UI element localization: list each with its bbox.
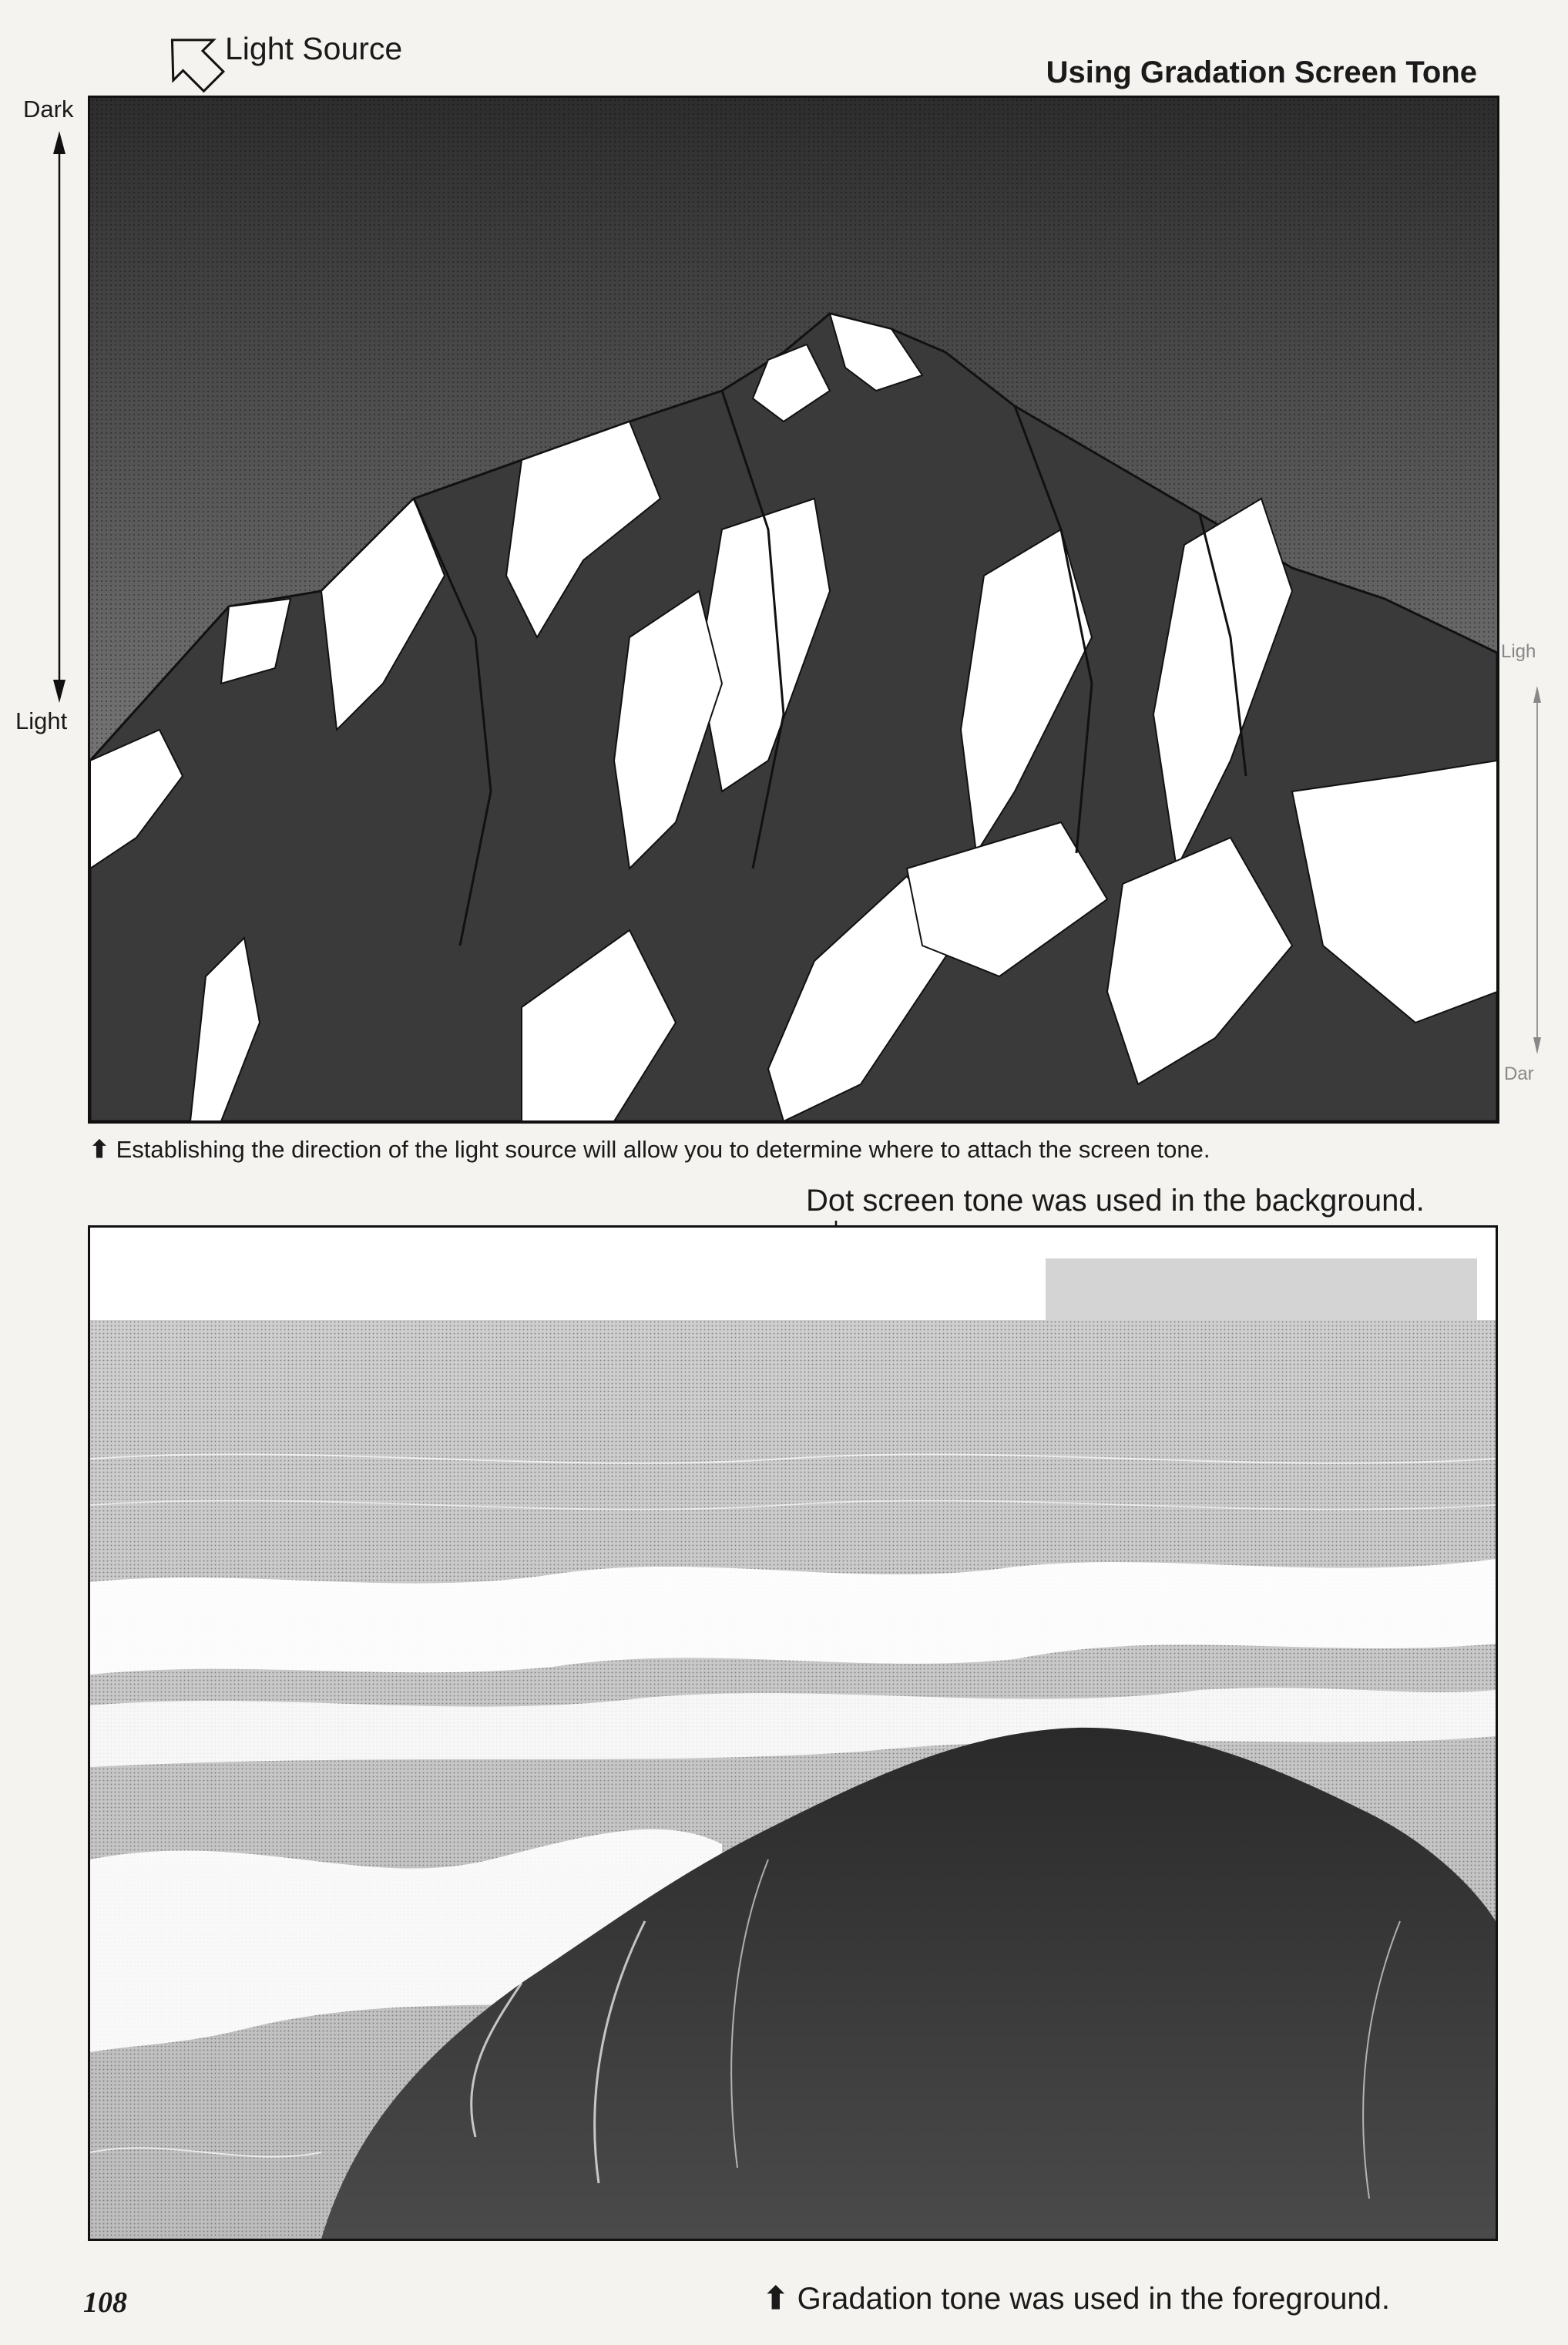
caption-arrow-icon: ⬆ (763, 2282, 789, 2316)
background-tone-label: Dot screen tone was used in the background. (806, 1184, 1425, 1218)
scale-dark-label: Dark (23, 96, 74, 123)
scale-light-label: Light (15, 707, 68, 734)
right-scale-light-label: Ligh (1501, 641, 1536, 662)
mountain-caption-text: Establishing the direction of the light source will allow you to determine where to attach the screen tone. (116, 1136, 1210, 1163)
light-source-label: Light Source (225, 31, 403, 66)
right-scale-arrow (1529, 670, 1545, 1056)
foreground-caption (763, 2281, 1390, 2316)
mountain-illustration (88, 96, 1499, 1124)
right-scale-dark-label: Dar (1504, 1063, 1534, 1084)
light-source-icon (162, 28, 228, 94)
dark-light-scale-arrow (48, 128, 71, 706)
ocean-wave-illustration (88, 1225, 1498, 2241)
caption-arrow-icon: ⬆ (89, 1136, 109, 1163)
mountain-caption (89, 1136, 1210, 1164)
foreground-caption-text: Gradation tone was used in the foreground. (797, 2282, 1391, 2316)
page-number: 108 (83, 2286, 127, 2319)
mountain-artwork (90, 98, 1497, 1121)
section-title: Using Gradation Screen Tone (1046, 55, 1477, 89)
ocean-artwork (90, 1228, 1496, 2239)
